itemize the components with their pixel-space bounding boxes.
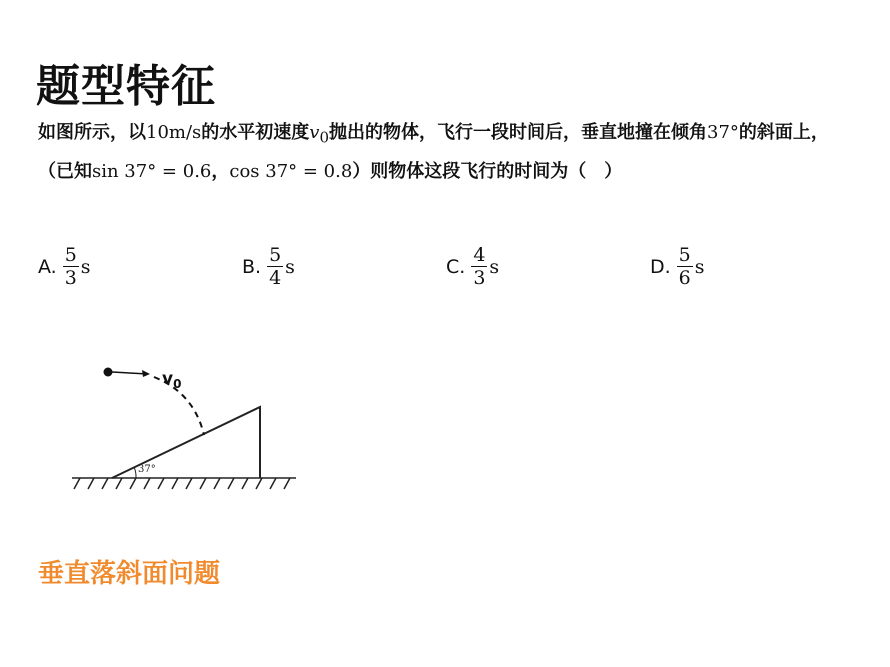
velocity-arrowhead — [142, 370, 150, 377]
option-d-fraction — [677, 244, 693, 289]
question-part4: 的斜面上，（已知 — [38, 122, 829, 182]
question-v0-sub: 0 — [319, 128, 329, 147]
option-a-letter: A. — [38, 255, 57, 278]
option-a-numerator: 5 — [64, 244, 77, 266]
option-d-unit: s — [694, 255, 705, 278]
question-sep: ， — [211, 160, 230, 182]
question-part3: 抛出的物体，飞行一段时间后，垂直地撞在倾角 — [329, 122, 707, 143]
option-a-denominator: 3 — [64, 267, 77, 289]
option-c-letter: C. — [446, 255, 466, 278]
question-part2: 的水平初速度 — [201, 122, 310, 143]
option-b[interactable] — [242, 244, 295, 289]
option-c[interactable] — [446, 244, 499, 289]
question-v0: v — [309, 122, 320, 143]
option-b-numerator: 5 — [269, 244, 282, 266]
question-part5: ）则物体这段飞行的时间为（ ） — [352, 160, 623, 182]
question-speed: 10m/s — [146, 122, 202, 143]
option-a-unit: s — [80, 255, 91, 278]
option-b-unit: s — [285, 255, 295, 278]
question-text — [38, 116, 838, 189]
option-c-unit: s — [489, 255, 500, 278]
option-d-letter: D. — [650, 255, 671, 278]
option-c-fraction — [471, 244, 487, 289]
section-subtitle: 垂直落斜面问题 — [38, 559, 221, 589]
option-b-denominator: 4 — [269, 267, 282, 289]
velocity-label: $v_0$ — [162, 369, 182, 391]
angle-label: 37° — [138, 464, 156, 475]
option-c-numerator: 4 — [473, 244, 486, 266]
angle-arc — [134, 467, 136, 478]
question-sin: sin 37° = 0.6 — [92, 160, 212, 182]
option-a[interactable] — [38, 244, 91, 289]
question-angle: 37° — [707, 122, 739, 143]
option-a-fraction — [63, 244, 79, 289]
question-cos: cos 37° = 0.8 — [229, 160, 353, 182]
question-part1: 如图所示，以 — [38, 122, 146, 143]
option-d-denominator: 6 — [678, 267, 691, 289]
option-b-letter: B. — [242, 255, 262, 278]
option-c-denominator: 3 — [473, 267, 486, 289]
option-d[interactable] — [650, 244, 705, 289]
option-b-fraction — [267, 244, 283, 289]
option-d-numerator: 5 — [678, 244, 691, 266]
incline-figure — [70, 355, 310, 505]
page-title: 题型特征 — [36, 61, 216, 112]
ground-hatching — [72, 478, 296, 489]
projectile-ball — [104, 368, 113, 377]
